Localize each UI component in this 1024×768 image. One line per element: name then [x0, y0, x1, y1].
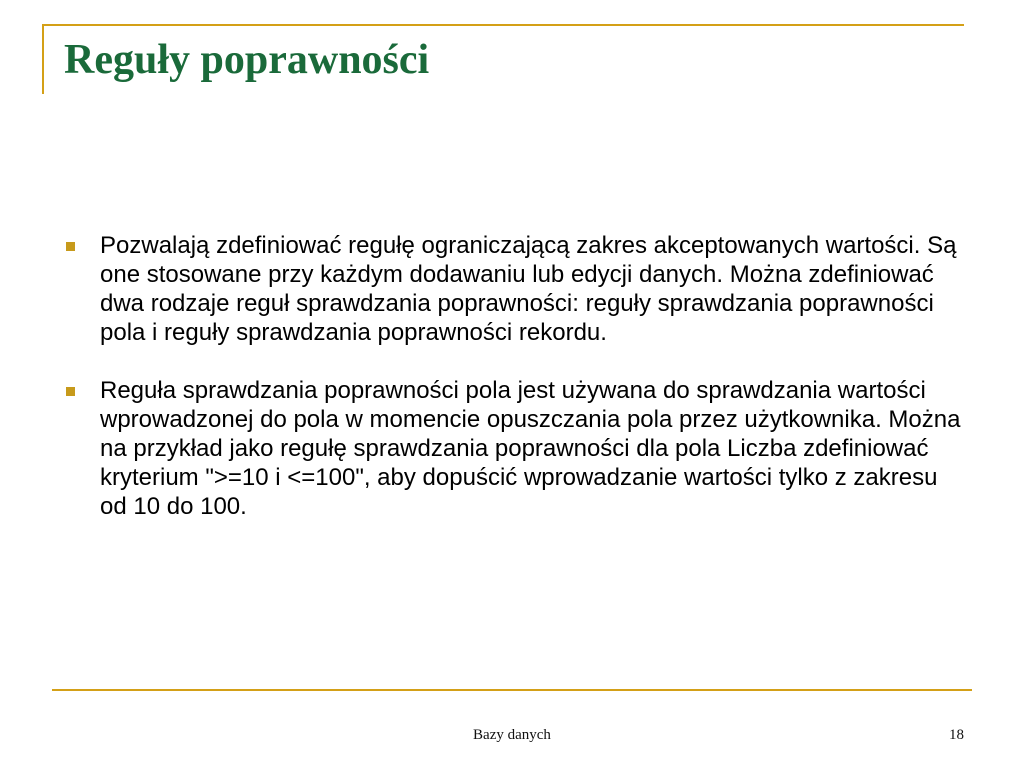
page-number: 18 — [949, 727, 964, 743]
bullet-list — [62, 231, 962, 550]
left-decorative-rule — [42, 24, 44, 94]
bullet-item — [62, 231, 962, 347]
square-bullet-icon — [66, 387, 75, 396]
bullet-text: Reguła sprawdzania poprawności pola jest używana do sprawdzania wartości wprowadzonej do pola w momencie opuszczania pola przez użytkownika. Można na przykład jako regułę sprawdzania poprawności dla pola Liczba zdefiniować kryterium ">=10 i <=100", aby dopuścić wprowadzanie wartości tylko z zakresu od 10 do 100. — [100, 377, 961, 520]
bullet-item — [62, 376, 962, 521]
slide-title: Reguły poprawności — [64, 37, 430, 83]
bullet-text: Pozwalają zdefiniować regułę ograniczającą zakres akceptowanych wartości. Są one stosowane przy każdym dodawaniu lub edycji danych. Można zdefiniować dwa rodzaje reguł sprawdzania poprawności: reguły sprawdzania poprawności pola i reguły sprawdzania poprawności rekordu. — [100, 232, 957, 346]
footer-text: Bazy danych — [473, 727, 551, 743]
top-decorative-rule — [42, 24, 964, 26]
square-bullet-icon — [66, 242, 75, 251]
footer-divider — [52, 689, 972, 691]
